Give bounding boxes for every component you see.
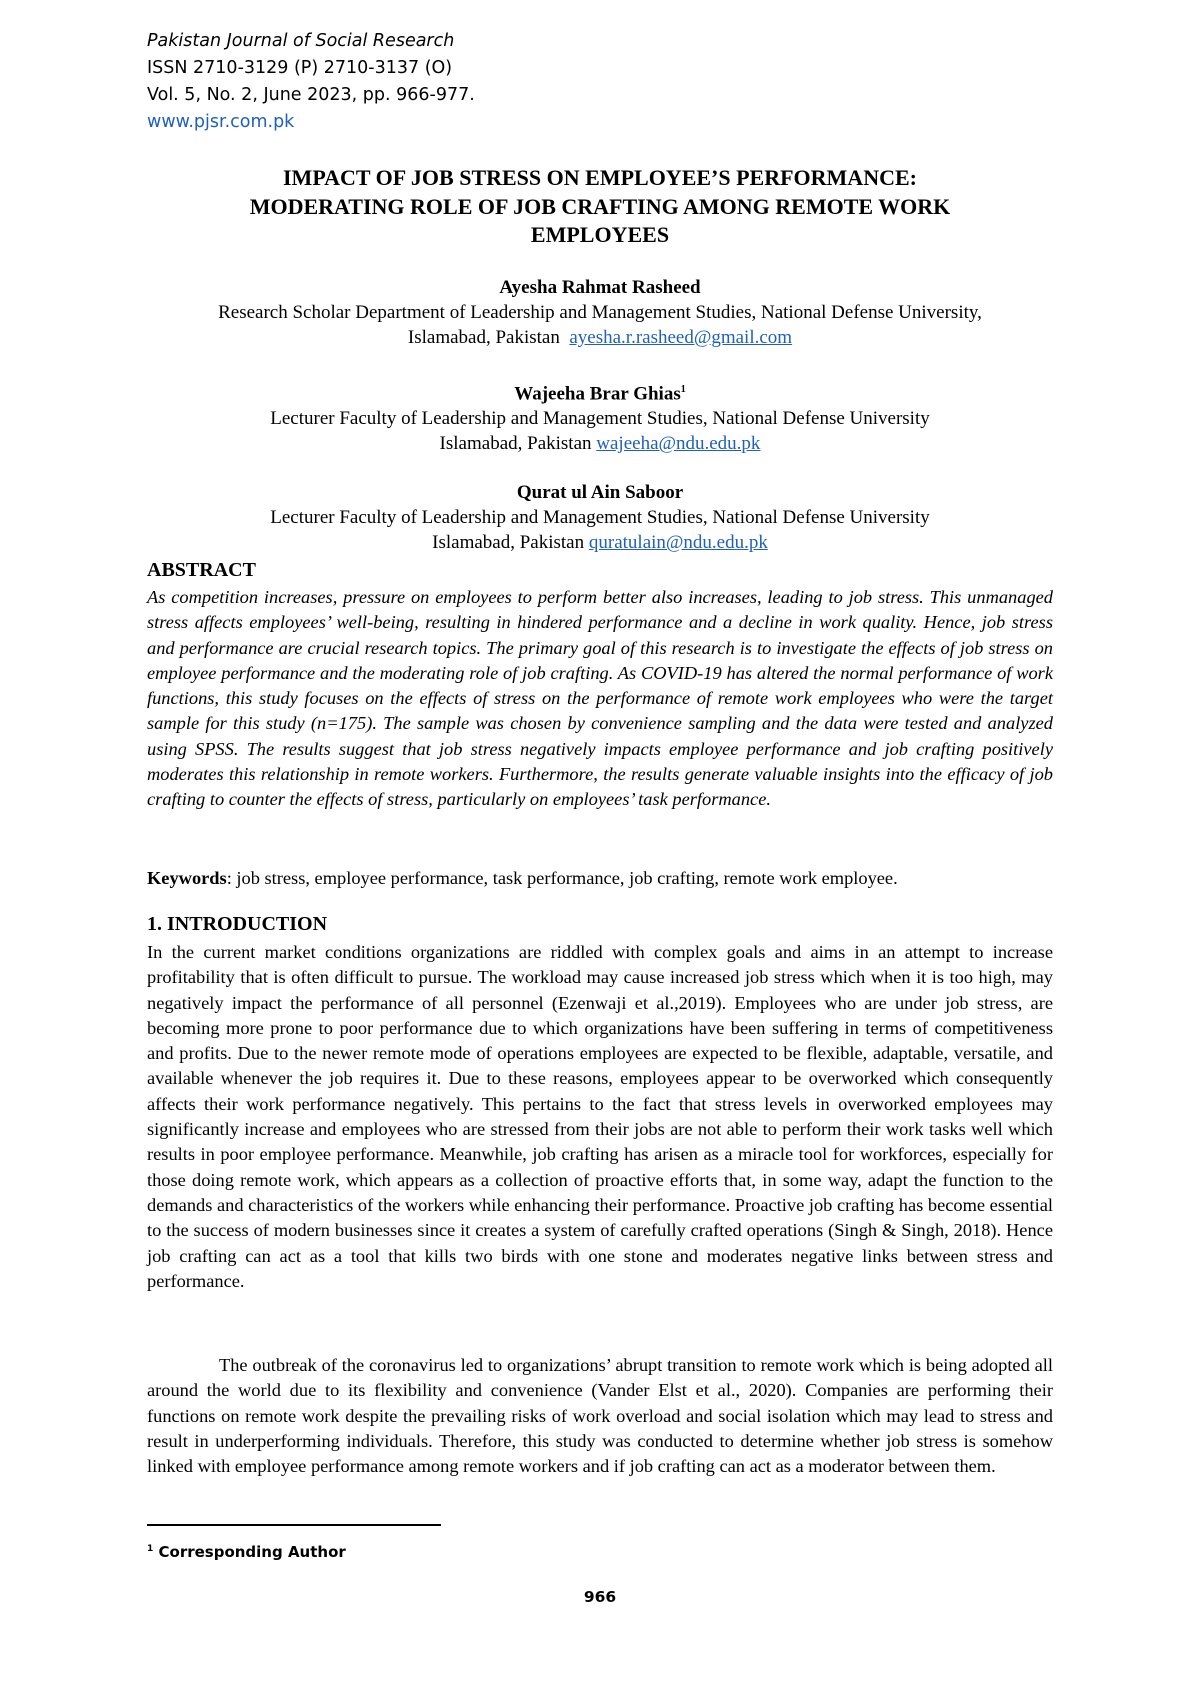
author-affiliation-line2: [147, 431, 1053, 456]
section-heading-introduction: 1. INTRODUCTION: [147, 913, 328, 935]
abstract-text: As competition increases, pressure on employees to perform better also increases, leading to job stress. This unmanaged stress affects employees’ well-being, resulting in hindered performance and a decline in work quality. Hence, job stress and performance are crucial research topics. The primary goal of this research is to investigate the effects of job stress on employee performance and the moderating role of job crafting. As COVID-19 has altered the normal performance of work functions, this study focuses on the effects of stress on the performance of remote work employees who were the target sample for this study (n=175). The sample was chosen by convenience sampling and the data were tested and analyzed using SPSS. The results suggest that job stress negatively impacts employee performance and job crafting positively moderates this relationship in remote workers. Furthermore, the results generate valuable insights into the efficacy of job crafting to counter the effects of stress, particularly on employees’ task performance.: [147, 587, 1053, 810]
author-email-link[interactable]: quratulain@ndu.edu.pk: [588, 532, 768, 553]
author-block: [147, 480, 1053, 555]
author-email-link[interactable]: wajeeha@ndu.edu.pk: [596, 433, 761, 455]
author-affiliation-line2: [147, 325, 1053, 350]
paper-title: [147, 164, 1053, 250]
title-line: MODERATING ROLE OF JOB CRAFTING AMONG REMOTE WORK: [249, 193, 951, 219]
introduction-paragraph: In the current market conditions organizations are riddled with complex goals and aims in an attempt to increase profitability that is often difficult to pursue. The workload may cause increased job stress which when it is too high, may negatively impact the performance of all personnel (Ezenwaji et al.,2019). Employees who are under job stress, are becoming more prone to poor performance due to which organizations have been suffering in terms of competitiveness and profits. Due to the newer remote mode of operations employees are expected to be flexible, adaptable, versatile, and available whenever the job requires it. Due to these reasons, employees appear to be overworked which consequently affects their work performance negatively. This pertains to the fact that stress levels in overworked employees may significantly increase and employees who are stressed from their jobs are not able to perform their work tasks well which results in poor employee performance. Meanwhile, job crafting has arisen as a miracle tool for workforces, especially for those doing remote work, which appears as a collection of proactive efforts that, in some way, adapt the function to the demands and characteristics of the workers while enhancing their performance. Proactive job crafting has become essential to the success of modern businesses since it creates a system of carefully crafted operations (Singh & Singh, 2018). Hence job crafting can act as a tool that kills two birds with one stone and moderates negative links between stress and performance.: [147, 942, 1053, 1291]
footnote: [147, 1543, 346, 1561]
author-block: [147, 275, 1053, 350]
journal-website-link[interactable]: www.pjsr.com.pk: [147, 112, 295, 132]
keywords-label: Keywords: [147, 868, 227, 888]
journal-issn: ISSN 2710-3129 (P) 2710-3137 (O): [147, 58, 453, 78]
author-location: Islamabad, Pakistan: [432, 532, 585, 553]
title-line: IMPACT OF JOB STRESS ON EMPLOYEE’S PERFORMANCE:: [283, 165, 917, 190]
journal-name: Pakistan Journal of Social Research: [147, 31, 455, 51]
keywords: [147, 866, 1053, 891]
title-line: EMPLOYEES: [530, 222, 670, 247]
author-name: Wajeeha Brar Ghias: [514, 383, 681, 405]
footnote-marker: 1: [147, 1544, 154, 1554]
author-location: Islamabad, Pakistan: [407, 327, 560, 348]
author-location: Islamabad, Pakistan: [439, 433, 592, 455]
page-number: 966: [583, 1588, 617, 1606]
author-affiliation: Research Scholar Department of Leadership and Management Studies, National Defense University,: [218, 302, 982, 323]
journal-volume: Vol. 5, No. 2, June 2023, pp. 966-977.: [147, 85, 475, 105]
author-affiliation: Lecturer Faculty of Leadership and Management Studies, National Defense University: [270, 507, 930, 528]
author-name: Ayesha Rahmat Rasheed: [499, 277, 701, 298]
footnote-divider: [147, 1524, 441, 1526]
author-block: [147, 377, 1053, 456]
author-name: Qurat ul Ain Saboor: [516, 482, 684, 503]
footnote-marker[interactable]: 1: [680, 384, 686, 395]
author-affiliation: Lecturer Faculty of Leadership and Management Studies, National Defense University: [270, 408, 930, 430]
footnote-text: Corresponding Author: [158, 1543, 346, 1561]
author-email-link[interactable]: ayesha.r.rasheed@gmail.com: [569, 327, 793, 348]
keywords-text: : job stress, employee performance, task performance, job crafting, remote work employee.: [226, 868, 898, 888]
author-affiliation-line2: [147, 530, 1053, 555]
abstract-heading: ABSTRACT: [147, 559, 256, 581]
journal-header: [147, 28, 475, 136]
introduction-paragraph: The outbreak of the coronavirus led to organizations’ abrupt transition to remote work which is being adopted all around the world due to its flexibility and convenience (Vander Elst et al., 2020). Companies are performing their functions on remote work despite the prevailing risks of work overload and social isolation which may lead to stress and result in underperforming individuals. Therefore, this study was conducted to determine whether job stress is somehow linked with employee performance among remote workers and if job crafting can act as a moderator between them.: [147, 1355, 1053, 1477]
author-name-row: [147, 377, 1053, 406]
